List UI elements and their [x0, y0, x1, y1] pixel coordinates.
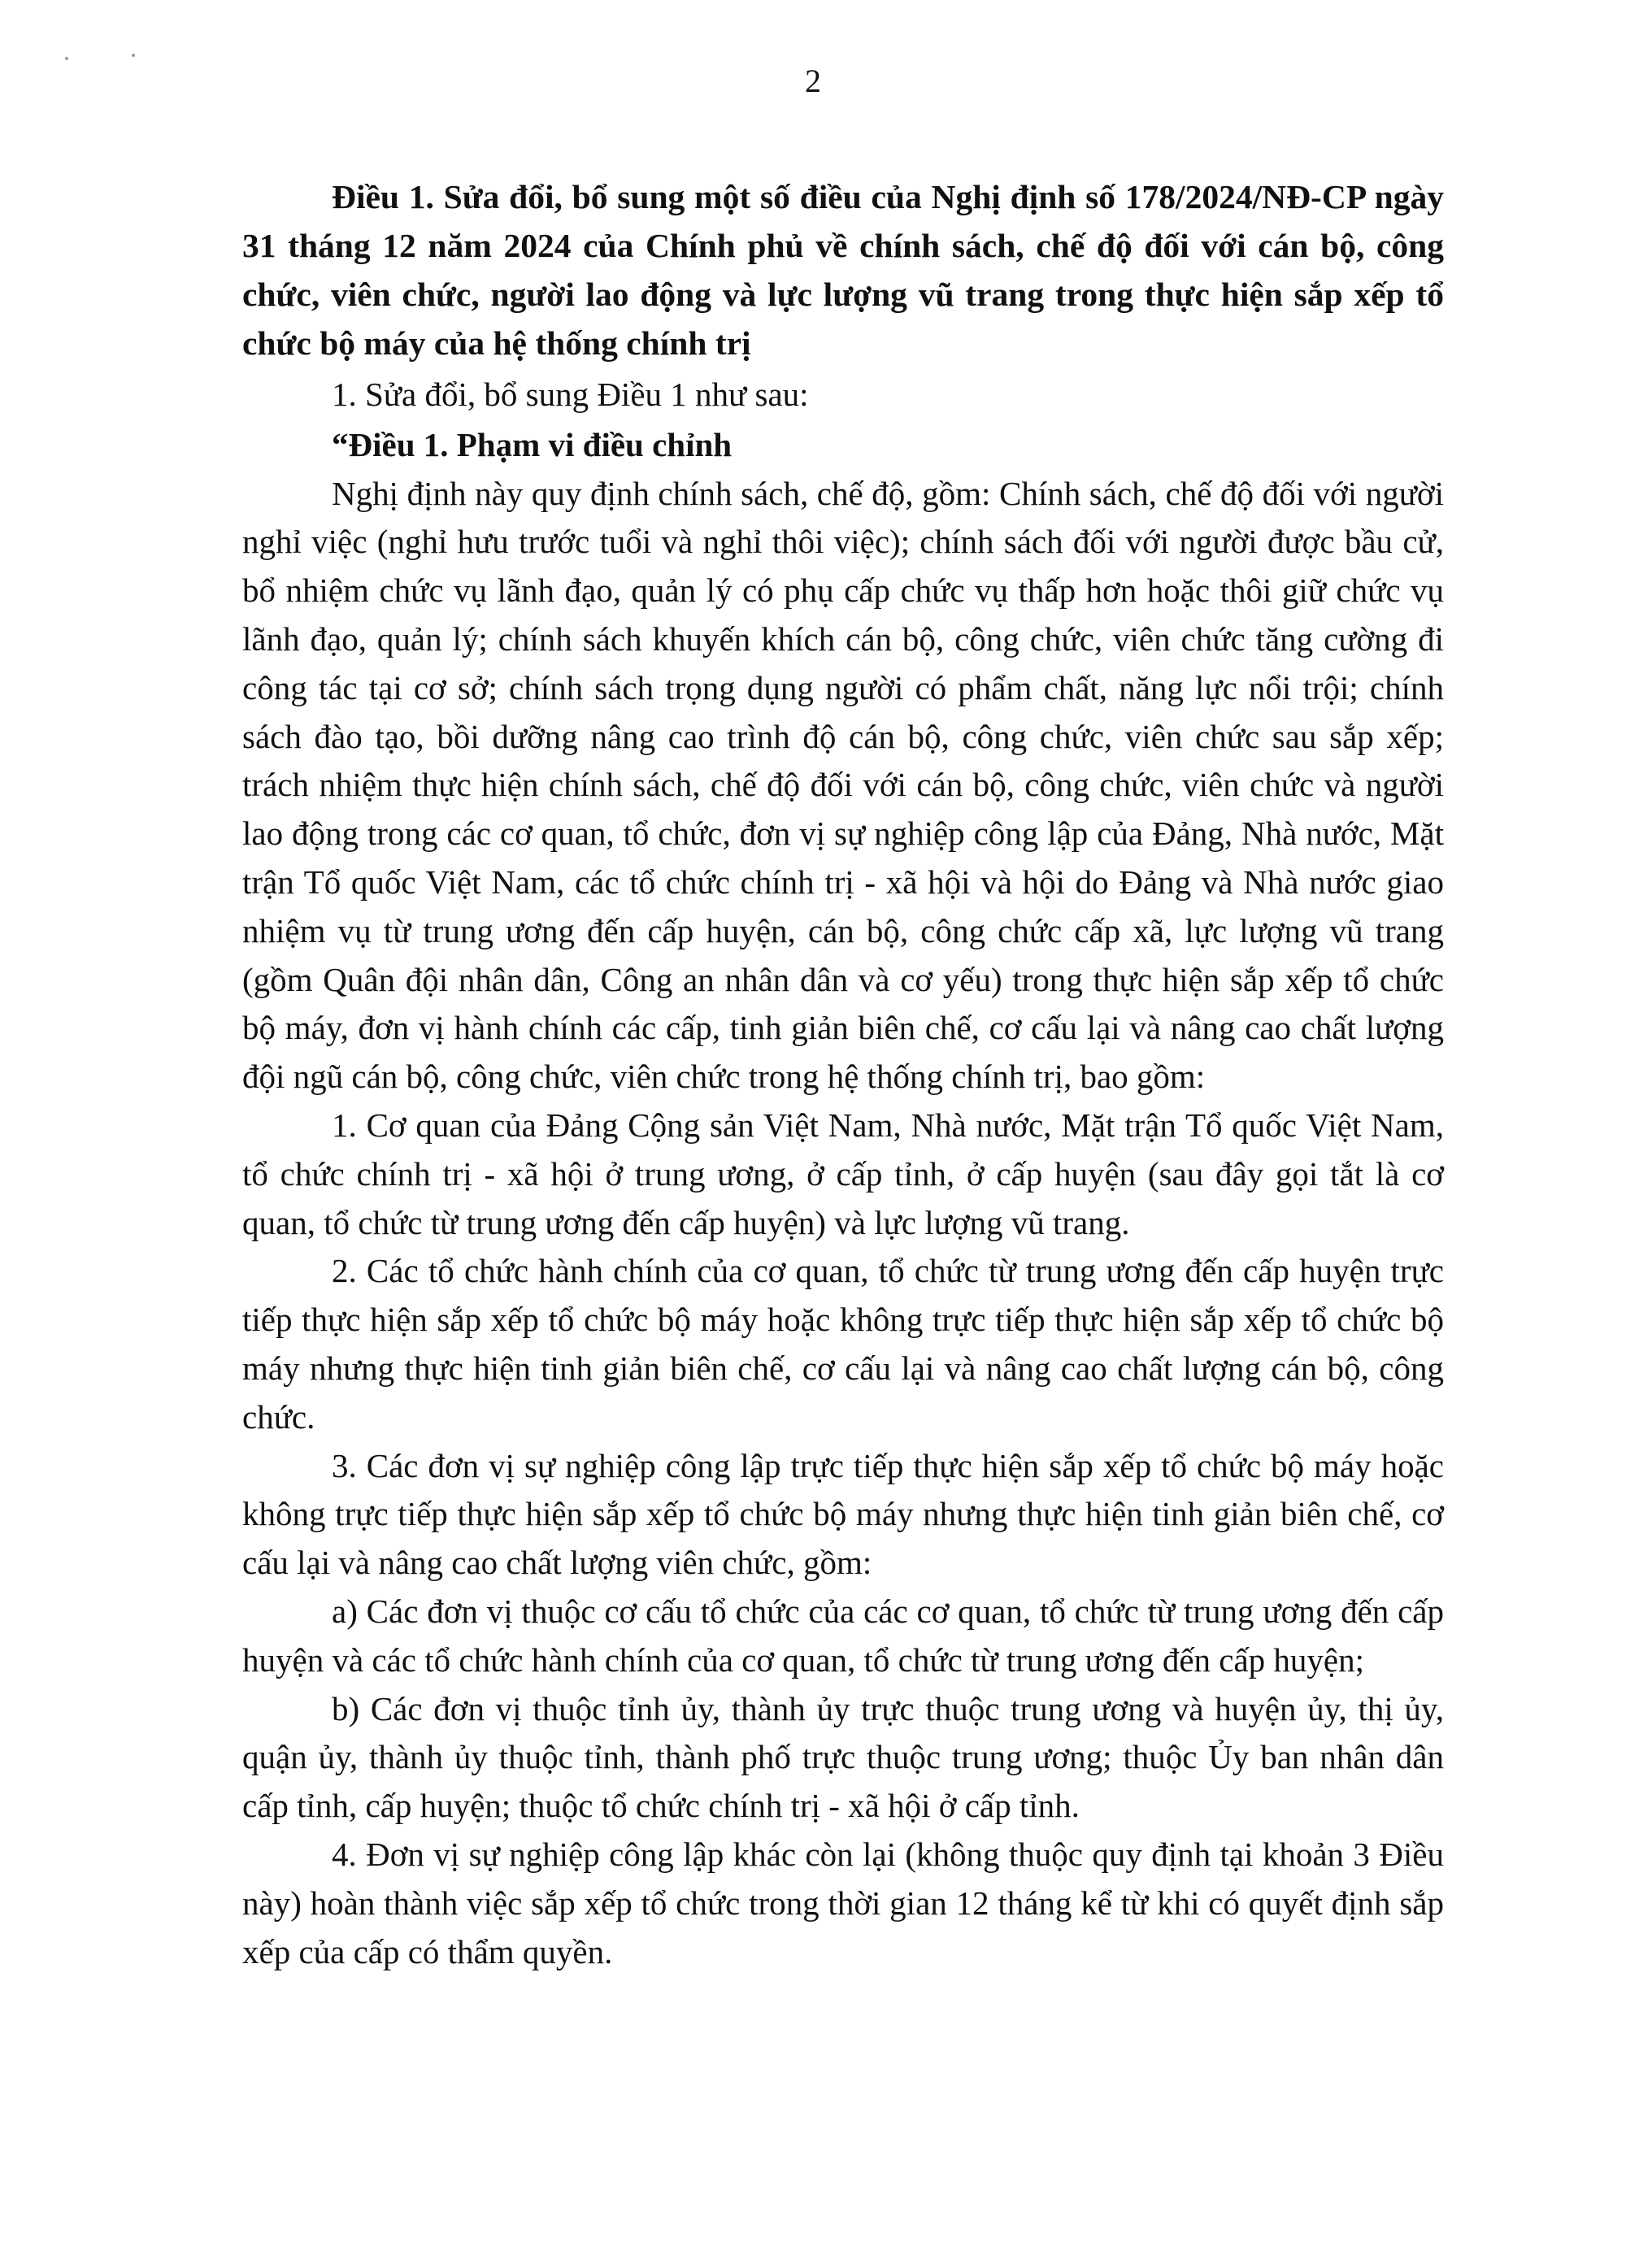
scope-subheading: “Điều 1. Phạm vi điều chỉnh	[332, 425, 733, 463]
list-item: 3. Các đơn vị sự nghiệp công lập trực tiếp thực hiện sắp xếp tổ chức bộ máy hoặc không trực tiếp thực hiện sắp xếp tổ chức bộ máy nhưng thực hiện tinh giản biên chế, cơ cấu lại và nâng cao chất lượng viên chức, gồm:	[242, 1446, 1444, 1582]
list-item: b) Các đơn vị thuộc tỉnh ủy, thành ủy trực thuộc trung ương và huyện ủy, thị ủy, quận ủy, thành ủy thuộc tỉnh, thành phố trực thuộc trung ương; thuộc Ủy ban nhân dân cấp tỉnh, cấp huyện; thuộc tổ chức chính trị - xã hội ở cấp tỉnh.	[242, 1689, 1444, 1825]
page-number: 2	[805, 63, 821, 99]
clause-intro: 1. Sửa đổi, bổ sung Điều 1 như sau:	[332, 376, 809, 413]
list-item: a) Các đơn vị thuộc cơ cấu tổ chức của các cơ quan, tổ chức từ trung ương đến cấp huyện và các tổ chức hành chính của cơ quan, tổ chức từ trung ương đến cấp huyện;	[242, 1592, 1444, 1679]
article-heading: Điều 1. Sửa đổi, bổ sung một số điều của Nghị định số 178/2024/NĐ-CP ngày 31 tháng 12 năm 2024 của Chính phủ về chính sách, chế độ đối với cán bộ, công chức, viên chức, người lao động và lực lượng vũ trang trong thực hiện sắp xếp tổ chức bộ máy của hệ thống chính trị	[242, 178, 1444, 362]
document-body	[242, 172, 1444, 1976]
scope-paragraph: Nghị định này quy định chính sách, chế độ, gồm: Chính sách, chế độ đối với người nghỉ việc (nghỉ hưu trước tuổi và nghỉ thôi việc); chính sách đối với người được bầu cử, bổ nhiệm chức vụ lãnh đạo, quản lý có phụ cấp chức vụ thấp hơn hoặc thôi giữ chức vụ lãnh đạo, quản lý; chính sách khuyến khích cán bộ, công chức, viên chức tăng cường đi công tác tại cơ sở; chính sách trọng dụng người có phẩm chất, năng lực nổi trội; chính sách đào tạo, bồi dưỡng nâng cao trình độ cán bộ, công chức, viên chức sau sắp xếp; trách nhiệm thực hiện chính sách, chế độ đối với cán bộ, công chức, viên chức và người lao động trong các cơ quan, tổ chức, đơn vị sự nghiệp công lập của Đảng, Nhà nước, Mặt trận Tổ quốc Việt Nam, các tổ chức chính trị - xã hội và hội do Đảng và Nhà nước giao nhiệm vụ từ trung ương đến cấp huyện, cán bộ, công chức cấp xã, lực lượng vũ trang (gồm Quân đội nhân dân, Công an nhân dân và cơ yếu) trong thực hiện sắp xếp tổ chức bộ máy, đơn vị hành chính các cấp, tinh giản biên chế, cơ cấu lại và nâng cao chất lượng đội ngũ cán bộ, công chức, viên chức trong hệ thống chính trị, bao gồm:	[242, 474, 1444, 1096]
list-item: 1. Cơ quan của Đảng Cộng sản Việt Nam, Nhà nước, Mặt trận Tổ quốc Việt Nam, tổ chức chính trị - xã hội ở trung ương, ở cấp tỉnh, ở cấp huyện (sau đây gọi tắt là cơ quan, tổ chức từ trung ương đến cấp huyện) và lực lượng vũ trang.	[242, 1106, 1444, 1241]
list-item: 2. Các tổ chức hành chính của cơ quan, tổ chức từ trung ương đến cấp huyện trực tiếp thực hiện sắp xếp tổ chức bộ máy hoặc không trực tiếp thực hiện sắp xếp tổ chức bộ máy nhưng thực hiện tinh giản biên chế, cơ cấu lại và nâng cao chất lượng cán bộ, công chức.	[242, 1252, 1444, 1436]
list-item: 4. Đơn vị sự nghiệp công lập khác còn lại (không thuộc quy định tại khoản 3 Điều này) hoàn thành việc sắp xếp tổ chức trong thời gian 12 tháng kể từ khi có quyết định sắp xếp của cấp có thẩm quyền.	[242, 1835, 1444, 1970]
